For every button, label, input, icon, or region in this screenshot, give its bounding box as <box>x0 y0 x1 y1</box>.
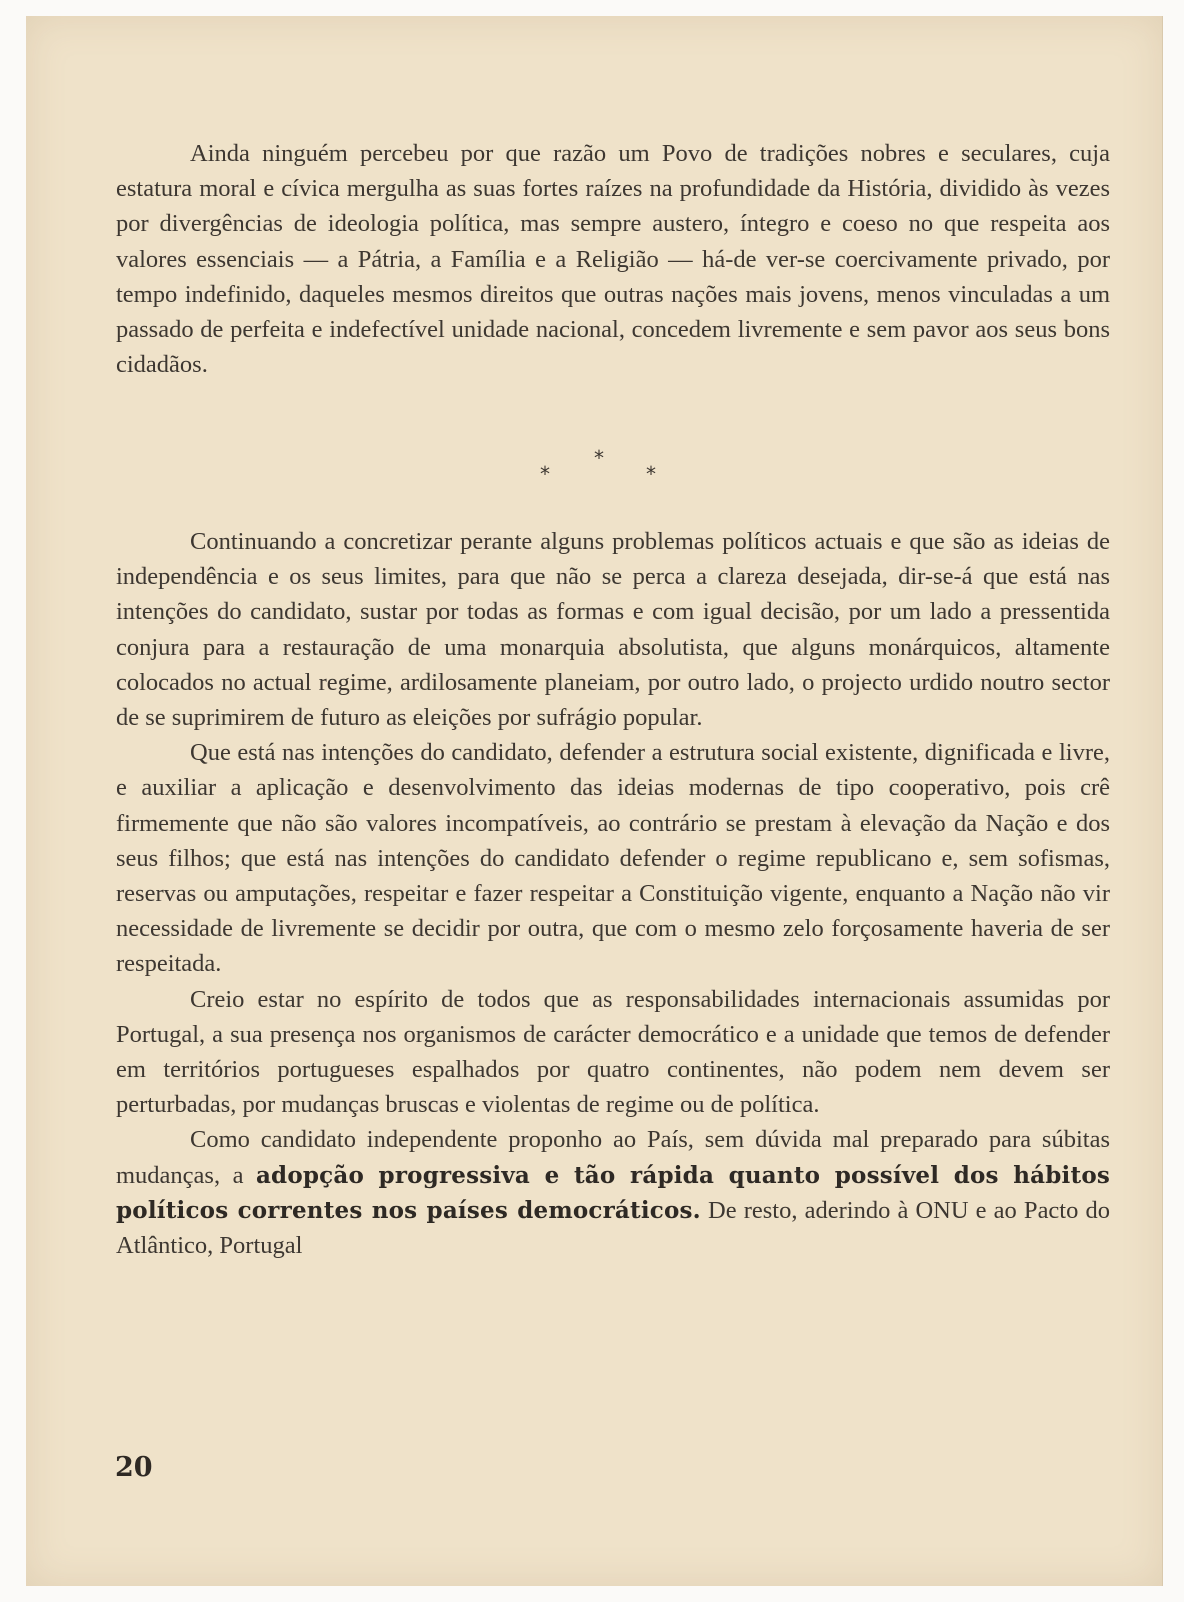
section-separator <box>540 446 670 496</box>
text-section-1 <box>116 136 1110 382</box>
asterisk-right: * <box>646 462 656 486</box>
paragraph-text: De resto, aderindo à ONU e ao Pacto do Atlântico, Portugal <box>116 1196 1110 1260</box>
paragraph: Creio estar no espírito de todos que as responsabilidades internacionais assumidas por Portugal, a sua presença nos organismos de carácter democrático e a unidade que temos de defender em territórios portugueses espalhados por quatro continentes, não podem nem devem ser perturbadas, por mudanças bruscas e violentas de regime ou de política. <box>116 985 1110 1119</box>
paragraph-text: Como candidato independente proponho ao País, sem dúvida mal preparado para súbitas mudanças, a <box>116 1126 1110 1189</box>
page-number: 20 <box>115 1452 153 1483</box>
emphasized-text: adopção progressiva e tão rápida quanto possível dos hábitos políticos correntes nos países democráticos. <box>116 1161 1111 1224</box>
asterisk-top: * <box>594 446 604 470</box>
paragraph: Que está nas intenções do candidato, defender a estrutura social existente, dignificada e livre, e auxiliar a aplicação e desenvolvimento das ideias modernas de tipo cooperativo, pois crê firmemente que não são valores incompatíveis, ao contrário se prestam à elevação da Nação e dos seus filhos; que está nas intenções do candidato defender o regime republicano e, sem sofismas, reservas ou amputações, respeitar e fazer respeitar a Constituição vigente, enquanto a Nação não vir necessidade de livremente se decidir por outra, que com o mesmo zelo forçosamente haveria de ser respeitada. <box>116 739 1110 978</box>
text-section-2 <box>116 524 1110 1263</box>
paragraph: Continuando a concretizar perante alguns problemas políticos actuais e que são as ideias de independência e os seus limites, para que não se perca a clareza desejada, dir-se-á que está nas intenções do candidato, sustar por todas as formas e com igual decisão, por um lado a pressentida conjura para a restauração de uma monarquia absolutista, que alguns monárquicos, altamente colocados no actual regime, ardilosamente planeiam, por outro lado, o projecto urdido noutro sector de se suprimirem de futuro as eleições por sufrágio popular. <box>116 528 1110 732</box>
paragraph-with-emphasis <box>116 1122 1110 1263</box>
paragraph: Ainda ninguém percebeu por que razão um Povo de tradições nobres e seculares, cuja estatura moral e cívica mergulha as suas fortes raízes na profundidade da História, dividido às vezes por divergências de ideologia política, mas sempre austero, íntegro e coeso no que respeita aos valores essenciais — a Pátria, a Família e a Religião — há-de ver-se coercivamente privado, por tempo indefinido, daqueles mesmos direitos que outras nações mais jovens, menos vinculadas a um passado de perfeita e indefectível unidade nacional, concedem livremente e sem pavor aos seus bons cidadãos. <box>116 140 1110 379</box>
asterisk-left: * <box>540 462 550 486</box>
